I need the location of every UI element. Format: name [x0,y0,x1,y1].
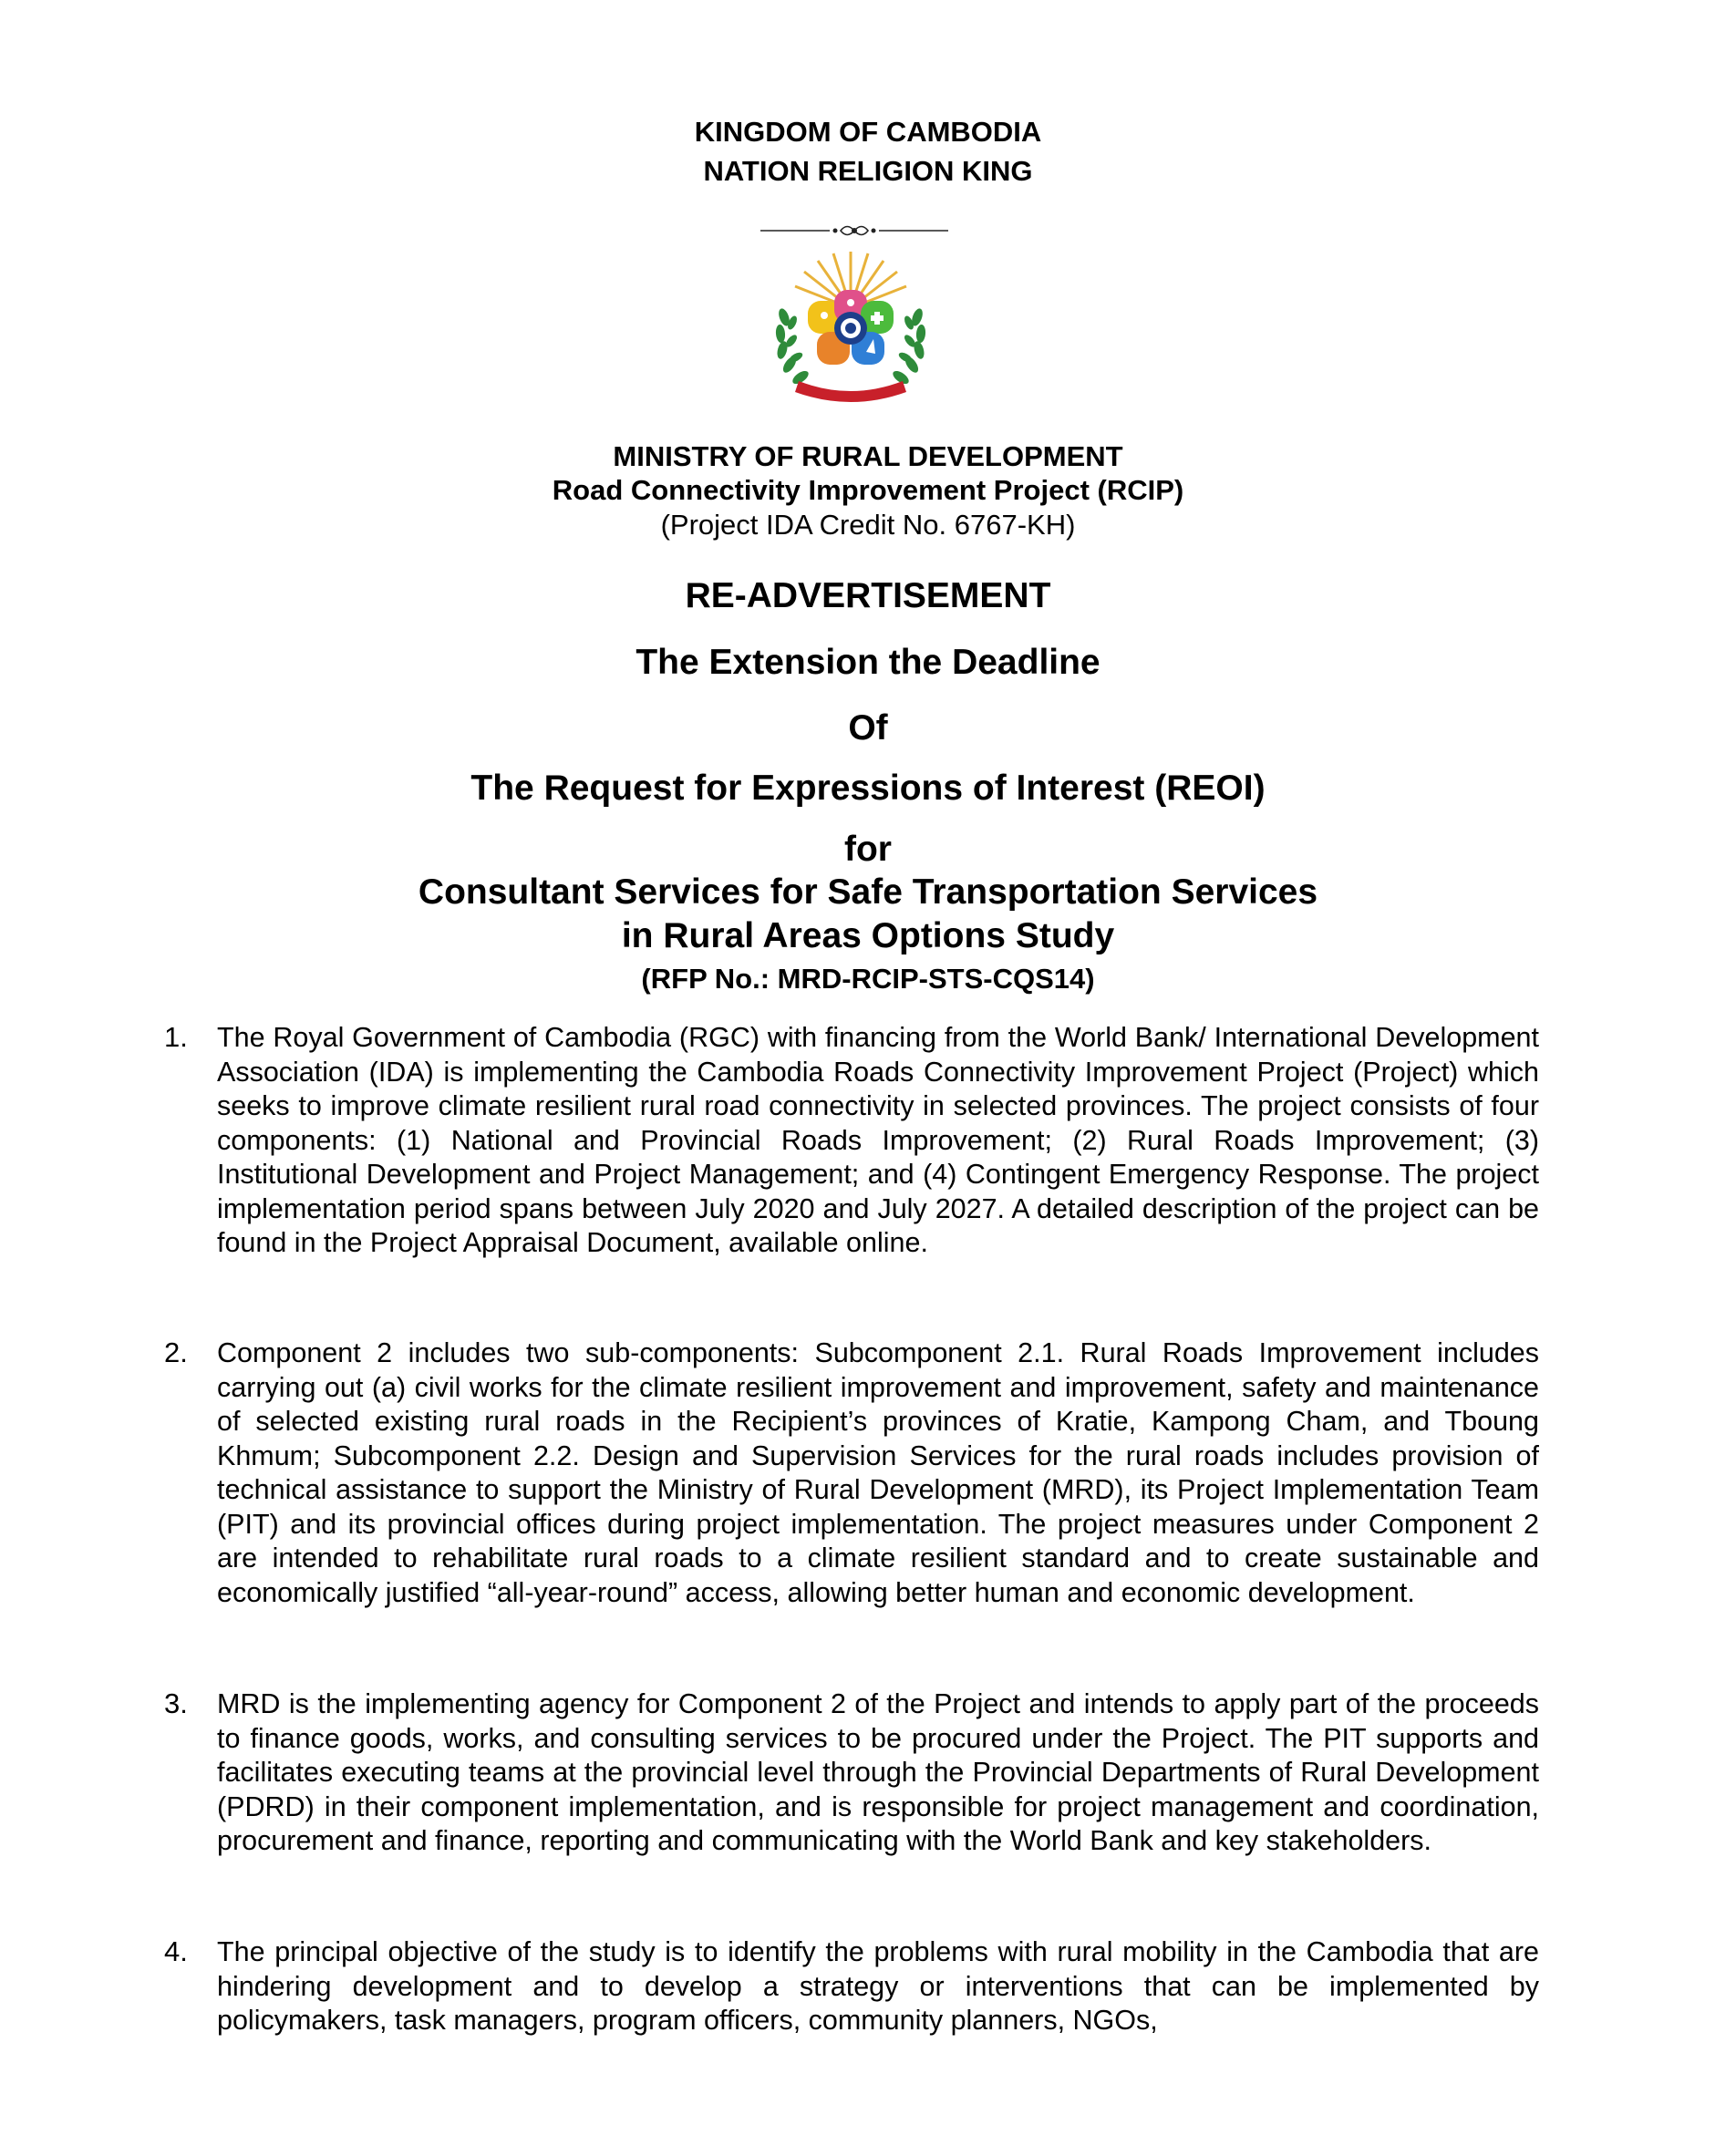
paragraph-text: The Royal Government of Cambodia (RGC) with financing from the World Bank/ International Development Association (IDA) is implementing the Cambodia Roads Connectivity Improvement Project (Project) which seeks to improve climate resilient rural road connectivity in selected provinces. The project consists of four components: (1) National and Provincial Roads Improvement; (2) Rural Roads Improvement; (3) Institutional Development and Project Management; and (4) Contingent Emergency Response. The project implementation period spans between July 2020 and July 2027. A detailed description of the project can be found in the Project Appraisal Document, available online. [217,1022,1539,1258]
paragraph-number: 3. [164,1687,188,1719]
for-heading: for [844,830,892,869]
paragraph-text: Component 2 includes two sub-components: Subcomponent 2.1. Rural Roads Improvement includes carrying out (a) civil works for the climate resilient improvement and improvement, safety and maintenance of selected existing rural roads in the Recipient’s provinces of Kratie, Kampong Cham, and Tboung Khmum; Subcomponent 2.2. Design and Supervision Services for the rural roads includes provision of technical assistance to support the Ministry of Rural Development (MRD), its Project Implementation Team (PIT) and its provincial offices during project implementation. The project measures under Component 2 are intended to rehabilitate rural roads to a climate resilient standard and to create sustainable and economically justified “all-year-round” access, allowing better human and economic development. [217,1337,1539,1608]
service-title-line1: Consultant Services for Safe Transportation Services [418,872,1318,912]
rfp-number: (RFP No.: MRD-RCIP-STS-CQS14) [641,963,1095,995]
project-title: Road Connectivity Improvement Project (RCIP) [552,474,1184,506]
credit-number: (Project IDA Credit No. 6767-KH) [660,509,1076,541]
ornament-divider-icon [759,217,950,244]
ministry-title: MINISTRY OF RURAL DEVELOPMENT [613,440,1123,472]
service-title-line2: in Rural Areas Options Study [621,916,1115,955]
paragraph-number: 4. [164,1935,188,1967]
readvertisement-heading: RE-ADVERTISEMENT [685,576,1051,615]
of-heading: Of [848,708,888,748]
paragraph-number: 1. [164,1021,188,1053]
motto-heading: NATION RELIGION KING [703,155,1033,187]
paragraph-text: The principal objective of the study is to identify the problems with rural mobility in the Cambodia that are hindering development and to develop a strategy or interventions that can be implemented by policymakers, task managers, program officers, community planners, NGOs, [217,1936,1539,2036]
paragraph-text: MRD is the implementing agency for Component 2 of the Project and intends to apply part of the proceeds to finance goods, works, and consulting services to be procured under the Project. The PIT supports and facilitates executing teams at the provincial level through the Provincial Departments of Rural Development (PDRD) in their component implementation, and is responsible for project management and coordination, procurement and finance, reporting and communicating with the World Bank and key stakeholders. [217,1688,1539,1856]
ministry-emblem-logo [768,244,934,407]
reoi-heading: The Request for Expressions of Interest (REOI) [470,769,1266,808]
kingdom-heading: KINGDOM OF CAMBODIA [694,116,1042,148]
extension-heading: The Extension the Deadline [636,643,1100,682]
paragraph-number: 2. [164,1336,188,1368]
